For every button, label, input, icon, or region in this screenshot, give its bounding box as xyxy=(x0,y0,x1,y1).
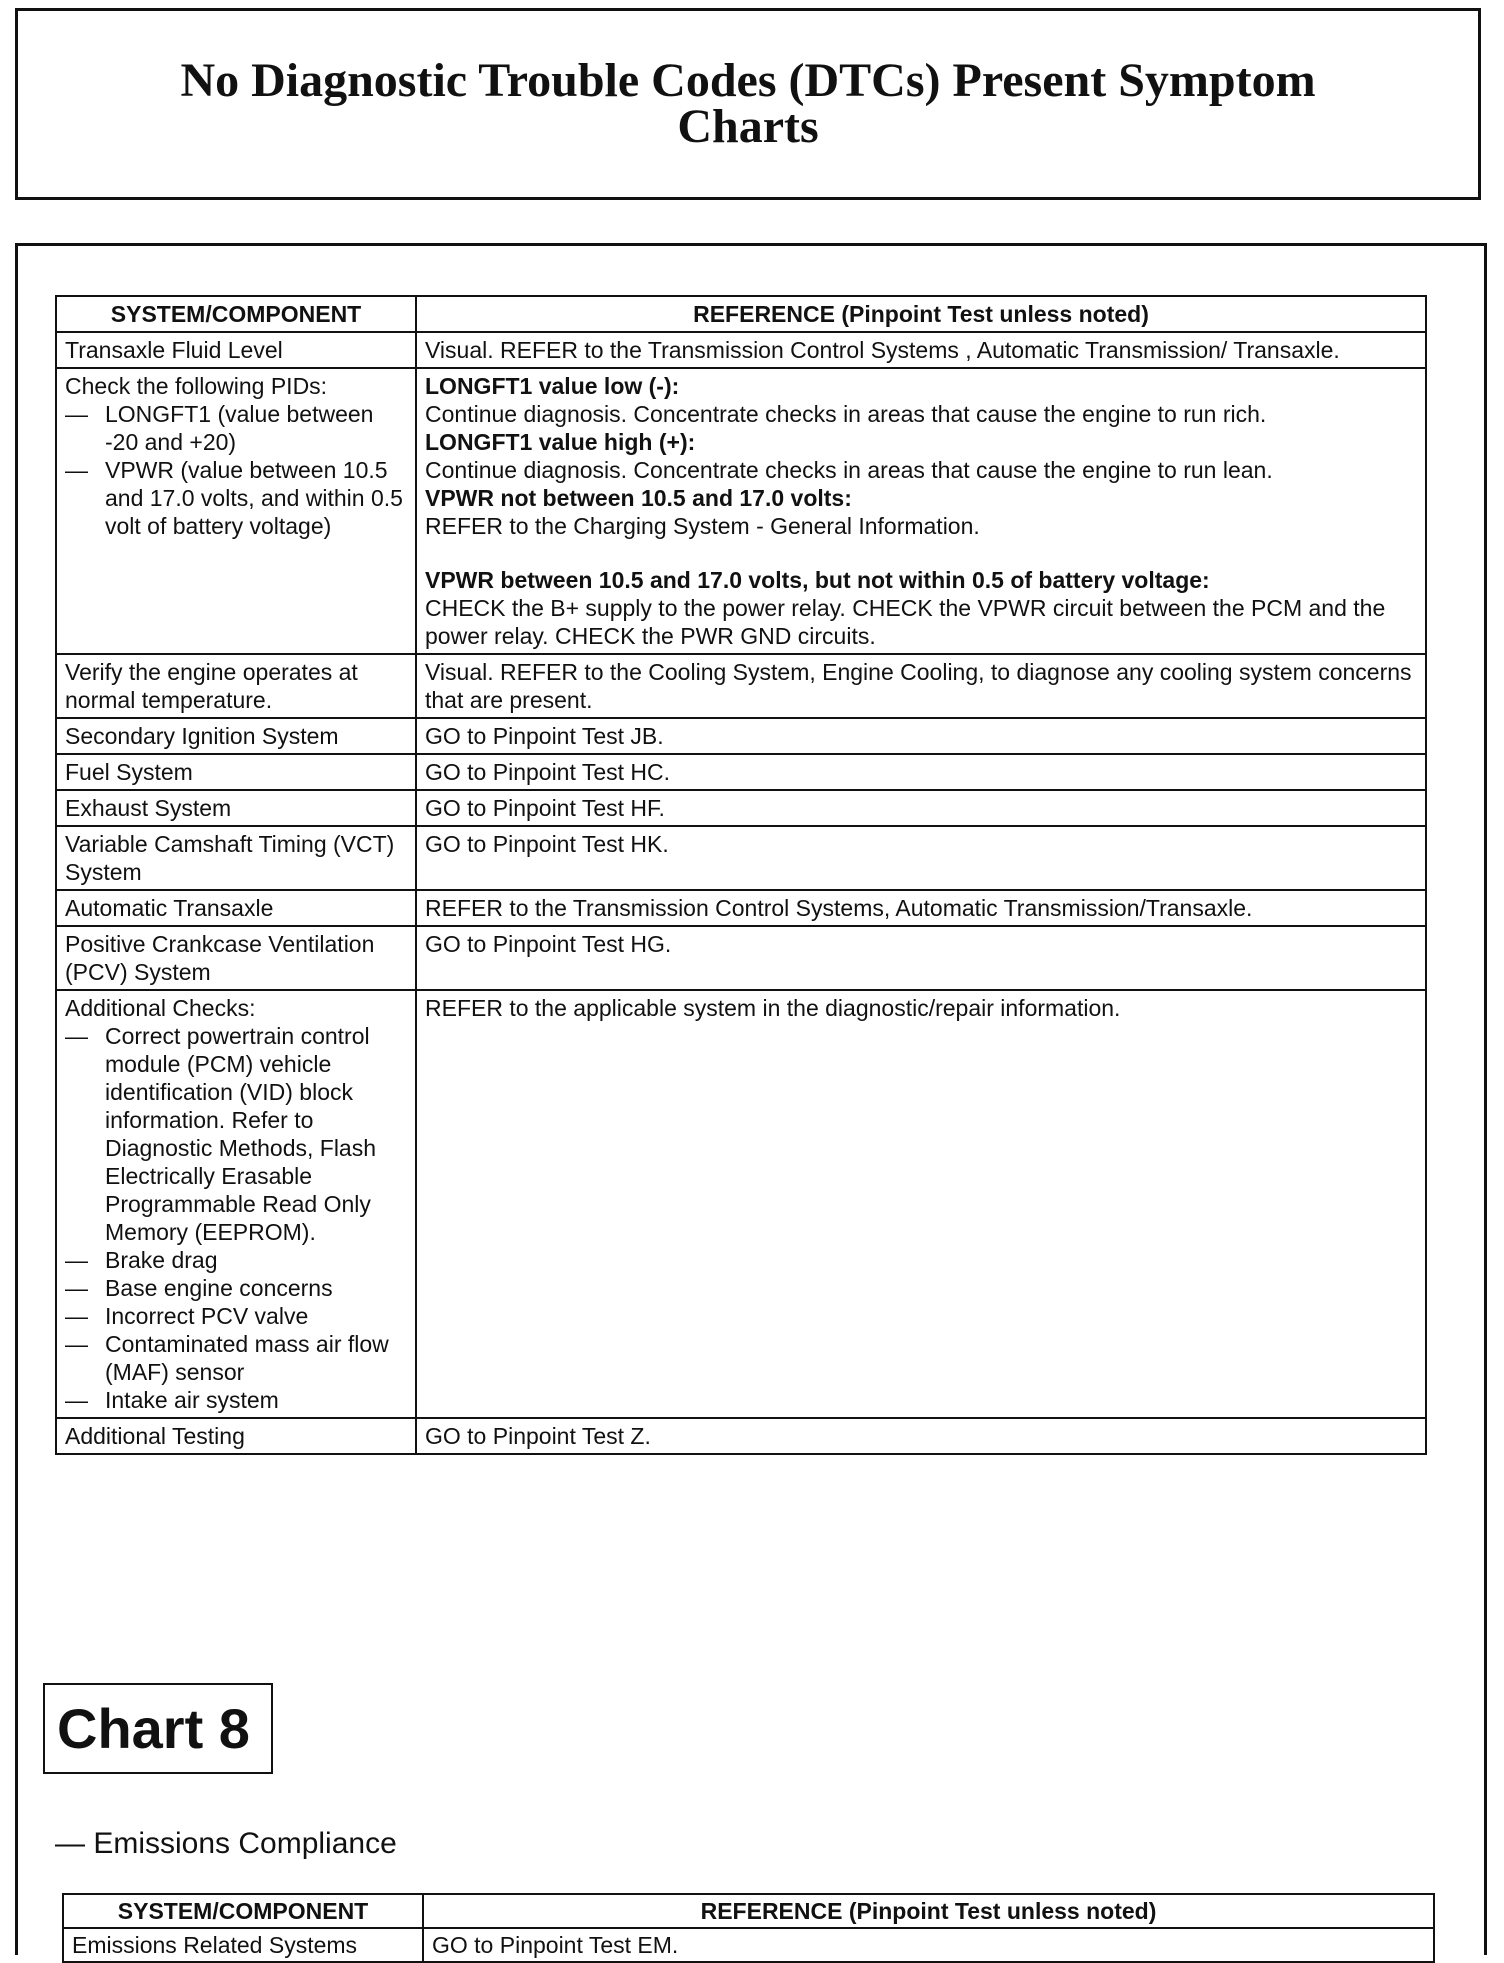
table-row xyxy=(56,926,1426,990)
additional-checks-intro: Additional Checks: xyxy=(65,995,256,1021)
table-row xyxy=(56,654,1426,718)
column-header-reference: REFERENCE (Pinpoint Test unless noted) xyxy=(416,296,1426,332)
list-item: — Correct powertrain control module (PCM) vehicle identification (VID) block information. Refer to Diagnostic Methods, Flash Electrically Erasable Programmable Read Only Memory (EEPROM). xyxy=(65,1022,407,1246)
component-cell: Automatic Transaxle xyxy=(56,890,416,926)
page-title-line-2: Charts xyxy=(677,100,819,153)
table-row xyxy=(56,368,1426,654)
table-header-row xyxy=(63,1894,1434,1928)
table-header-row xyxy=(56,296,1426,332)
component-cell: Additional Testing xyxy=(56,1418,416,1454)
list-item: — Intake air system xyxy=(65,1386,407,1414)
component-cell: Exhaust System xyxy=(56,790,416,826)
reference-cell: REFER to the applicable system in the diagnostic/repair information. xyxy=(416,990,1426,1418)
chart-8-label-box xyxy=(43,1683,273,1774)
reference-cell: GO to Pinpoint Test HC. xyxy=(416,754,1426,790)
reference-heading: VPWR not between 10.5 and 17.0 volts: xyxy=(425,485,852,511)
reference-heading: LONGFT1 value low (-): xyxy=(425,373,680,399)
reference-cell: GO to Pinpoint Test Z. xyxy=(416,1418,1426,1454)
reference-text: CHECK the B+ supply to the power relay. CHECK the VPWR circuit between the PCM and the power relay. CHECK the PWR GND circuits. xyxy=(425,595,1386,649)
table-row xyxy=(56,826,1426,890)
page-title-box xyxy=(15,8,1481,200)
table-row xyxy=(56,790,1426,826)
reference-cell: GO to Pinpoint Test HG. xyxy=(416,926,1426,990)
reference-cell: GO to Pinpoint Test JB. xyxy=(416,718,1426,754)
chart-8-subtitle: — Emissions Compliance xyxy=(55,1827,397,1860)
reference-cell: GO to Pinpoint Test HK. xyxy=(416,826,1426,890)
reference-cell: REFER to the Transmission Control Systems, Automatic Transmission/Transaxle. xyxy=(416,890,1426,926)
table-row xyxy=(56,990,1426,1418)
column-header-component: SYSTEM/COMPONENT xyxy=(56,296,416,332)
component-cell xyxy=(56,990,416,1418)
list-item: — LONGFT1 (value between -20 and +20) xyxy=(65,400,407,456)
list-item: — Brake drag xyxy=(65,1246,407,1274)
list-item: — Incorrect PCV valve xyxy=(65,1302,407,1330)
pid-list xyxy=(65,400,407,540)
table-row xyxy=(56,1418,1426,1454)
component-cell xyxy=(56,368,416,654)
column-header-reference: REFERENCE (Pinpoint Test unless noted) xyxy=(423,1894,1434,1928)
column-header-component: SYSTEM/COMPONENT xyxy=(63,1894,423,1928)
reference-cell: GO to Pinpoint Test HF. xyxy=(416,790,1426,826)
reference-heading: LONGFT1 value high (+): xyxy=(425,429,696,455)
list-item: — VPWR (value between 10.5 and 17.0 volts, and within 0.5 volt of battery voltage) xyxy=(65,456,407,540)
table-row xyxy=(56,890,1426,926)
component-cell: Variable Camshaft Timing (VCT) System xyxy=(56,826,416,890)
component-cell: Emissions Related Systems xyxy=(63,1928,423,1962)
emissions-chart-table xyxy=(62,1893,1435,1963)
table-row xyxy=(56,718,1426,754)
reference-cell: GO to Pinpoint Test EM. xyxy=(423,1928,1434,1962)
reference-heading: VPWR between 10.5 and 17.0 volts, but not within 0.5 of battery voltage: xyxy=(425,567,1210,593)
pid-check-intro: Check the following PIDs: xyxy=(65,373,328,399)
reference-text: Continue diagnosis. Concentrate checks in areas that cause the engine to run lean. xyxy=(425,457,1273,483)
component-cell: Transaxle Fluid Level xyxy=(56,332,416,368)
additional-checks-list xyxy=(65,1022,407,1414)
list-item: — Base engine concerns xyxy=(65,1274,407,1302)
list-item: — Contaminated mass air flow (MAF) sensor xyxy=(65,1330,407,1386)
reference-cell xyxy=(416,368,1426,654)
reference-text: Continue diagnosis. Concentrate checks in areas that cause the engine to run rich. xyxy=(425,401,1267,427)
reference-cell: Visual. REFER to the Cooling System, Engine Cooling, to diagnose any cooling system concerns that are present. xyxy=(416,654,1426,718)
symptom-chart-table xyxy=(55,295,1427,1455)
component-cell: Verify the engine operates at normal temperature. xyxy=(56,654,416,718)
component-cell: Fuel System xyxy=(56,754,416,790)
page-title-line-1: No Diagnostic Trouble Codes (DTCs) Present Symptom xyxy=(180,54,1316,107)
reference-cell: Visual. REFER to the Transmission Control Systems , Automatic Transmission/ Transaxle. xyxy=(416,332,1426,368)
table-row xyxy=(56,754,1426,790)
component-cell: Positive Crankcase Ventilation (PCV) System xyxy=(56,926,416,990)
reference-text: REFER to the Charging System - General Information. xyxy=(425,513,980,539)
table-row xyxy=(56,332,1426,368)
chart-8-label: Chart 8 xyxy=(57,1697,250,1760)
component-cell: Secondary Ignition System xyxy=(56,718,416,754)
table-row xyxy=(63,1928,1434,1962)
